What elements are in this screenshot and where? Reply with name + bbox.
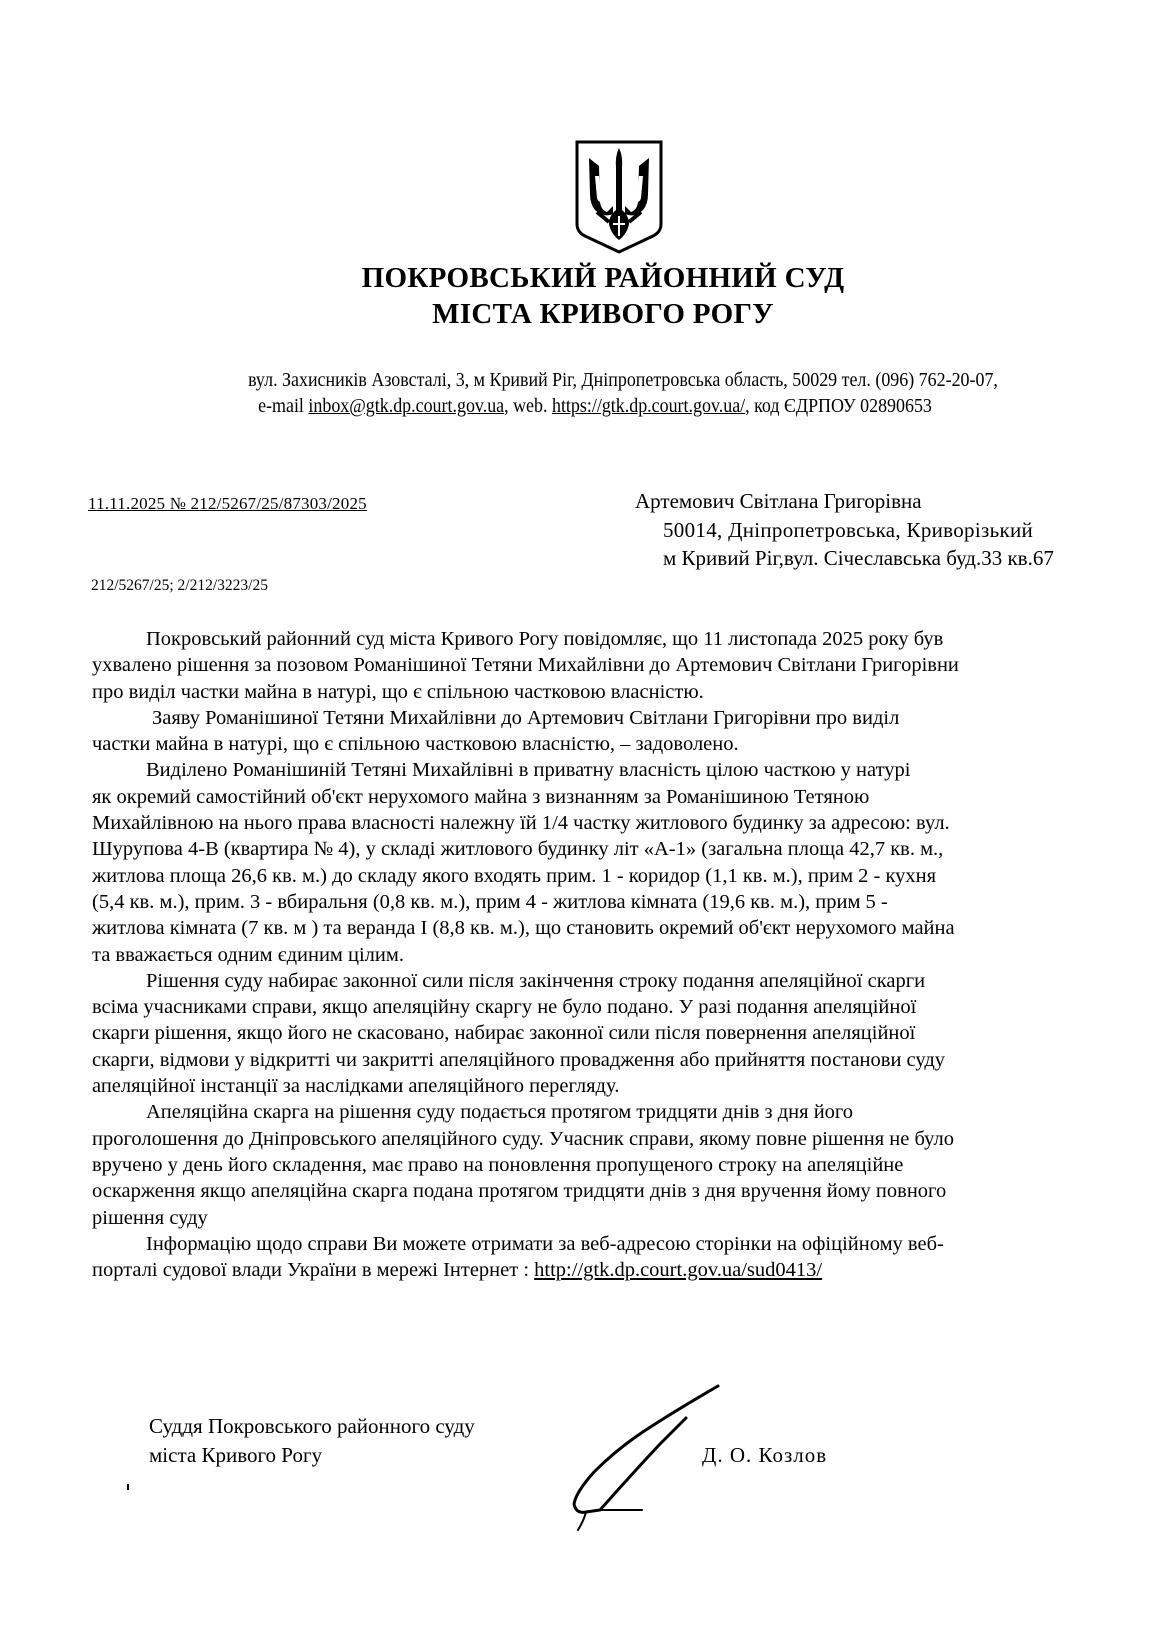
- court-name-title: ПОКРОВСЬКИЙ РАЙОННИЙ СУД: [361, 262, 845, 294]
- trident-coat-of-arms-icon: [573, 136, 665, 254]
- body-line: Рішення суду набирає законної сили після закінчення строку подання апеляційної скарги: [146, 969, 926, 992]
- body-line: та вважається одним єдиним цілим.: [92, 943, 404, 966]
- case-info-link[interactable]: http://gtk.dp.court.gov.ua/sud0413/: [534, 1259, 823, 1282]
- body-line: Заяву Романішиної Тетяни Михайлівни до Артемович Світлани Григорівни про виділ: [152, 706, 900, 729]
- website-link[interactable]: https://gtk.dp.court.gov.ua/: [551, 396, 746, 417]
- body-line: Михайлівною на нього права власності належну їй 1/4 частку житлового будинку за адресою: вул.: [92, 812, 950, 835]
- body-line: рішення суду: [92, 1206, 208, 1229]
- body-line: житлова площа 26,6 кв. м.) до складу якого входять прим. 1 - коридор (1,1 кв. м.), прим 2 - кухня: [92, 864, 937, 887]
- judge-title-line1: Суддя Покровського районного суду: [149, 1414, 475, 1438]
- recipient-address-line1: 50014, Дніпропетровська, Криворізький: [663, 518, 1034, 542]
- body-line: Виділено Романішиній Тетяні Михайлівні в приватну власність цілою часткою у натурі: [146, 759, 911, 782]
- body-line: проголошення до Дніпровського апеляційного суду. Учасник справи, якому повне рішення не було: [92, 1127, 954, 1150]
- court-contacts: [57, 396, 1133, 418]
- email-link[interactable]: inbox@gtk.dp.court.gov.ua: [308, 396, 505, 417]
- body-line: скарги рішення, якщо його не скасовано, набирає законної сили після повернення апеляційної: [92, 1022, 916, 1045]
- recipient-address-line2: м Кривий Ріг,вул. Січеславська буд.33 кв.67: [663, 546, 1054, 570]
- body-line: вручено у день його складення, має право на поновлення пропущеного строку на апеляційне: [92, 1153, 904, 1176]
- body-line: про виділ частки майна в натурі, що є спільною частковою власністю.: [92, 680, 704, 703]
- body-line: житлова кімната (7 кв. м ) та веранда І (8,8 кв. м.), що становить окремий об'єкт нерухомого майна: [92, 917, 955, 940]
- court-city-title: МІСТА КРИВОГО РОГУ: [432, 298, 774, 330]
- edrpou-code: , код ЄДРПОУ 02890653: [745, 396, 932, 417]
- body-line: (5,4 кв. м.), прим. 3 - вбиральня (0,8 кв. м.), прим 4 - житлова кімната (19,6 кв. м.), прим 5 -: [92, 890, 888, 913]
- body-line: апеляційної інстанції за наслідками апеляційного перегляду.: [92, 1075, 620, 1098]
- court-address: вул. Захисників Азовсталі, 3, м Кривий Ріг, Дніпропетровська область, 50029 тел. (096) 762-20-07,: [248, 370, 998, 391]
- handwritten-signature-icon: [560, 1380, 800, 1570]
- body-line: оскарження якщо апеляційна скарга подана протягом тридцяти днів з дня вручення йому повного: [92, 1180, 947, 1203]
- body-line: Покровський районний суд міста Кривого Рогу повідомляє, що 11 листопада 2025 року був: [146, 628, 944, 650]
- web-label: , web.: [504, 396, 552, 417]
- body-line: Інформацію щодо справи Ви можете отримати за веб-адресою сторінки на офіційному веб-: [146, 1232, 944, 1255]
- body-line-last: [92, 1257, 1102, 1283]
- body-line: частки майна в натурі, що є спільною частковою власністю, – задоволено.: [92, 733, 739, 756]
- portal-text: порталі судової влади України в мережі Інтернет :: [92, 1259, 535, 1282]
- email-label: e-mail: [258, 396, 309, 417]
- body-line: всіма учасниками справи, якщо апеляційну скаргу не було подано. У разі подання апеляційної: [92, 996, 917, 1019]
- recipient-name: Артемович Світлана Григорівна: [635, 489, 922, 513]
- body-line: як окремий самостійний об'єкт нерухомого майна з визнанням за Романішиною Тетяною: [92, 785, 870, 808]
- judge-name: Д. О. Козлов: [702, 1443, 828, 1467]
- body-line: ухвалено рішення за позовом Романішиної Тетяни Михайлівни до Артемович Світлани Григорівни: [92, 654, 959, 677]
- letter-body: [92, 626, 1102, 1283]
- body-line: скарги, відмови у відкритті чи закритті апеляційного провадження або прийняття постанови суду: [92, 1048, 946, 1071]
- body-line: Шурупова 4-В (квартира № 4), у складі житлового будинку літ «А-1» (загальна площа 42,7 кв. м.,: [92, 838, 944, 861]
- body-line: Апеляційна скарга на рішення суду подається протягом тридцяти днів з дня його: [146, 1101, 854, 1124]
- outgoing-reference: 11.11.2025 № 212/5267/25/87303/2025: [88, 494, 367, 513]
- scan-mark: [127, 1484, 129, 1490]
- case-numbers: 212/5267/25; 2/212/3223/25: [91, 577, 268, 594]
- judge-title-line2: міста Кривого Рогу: [149, 1443, 323, 1467]
